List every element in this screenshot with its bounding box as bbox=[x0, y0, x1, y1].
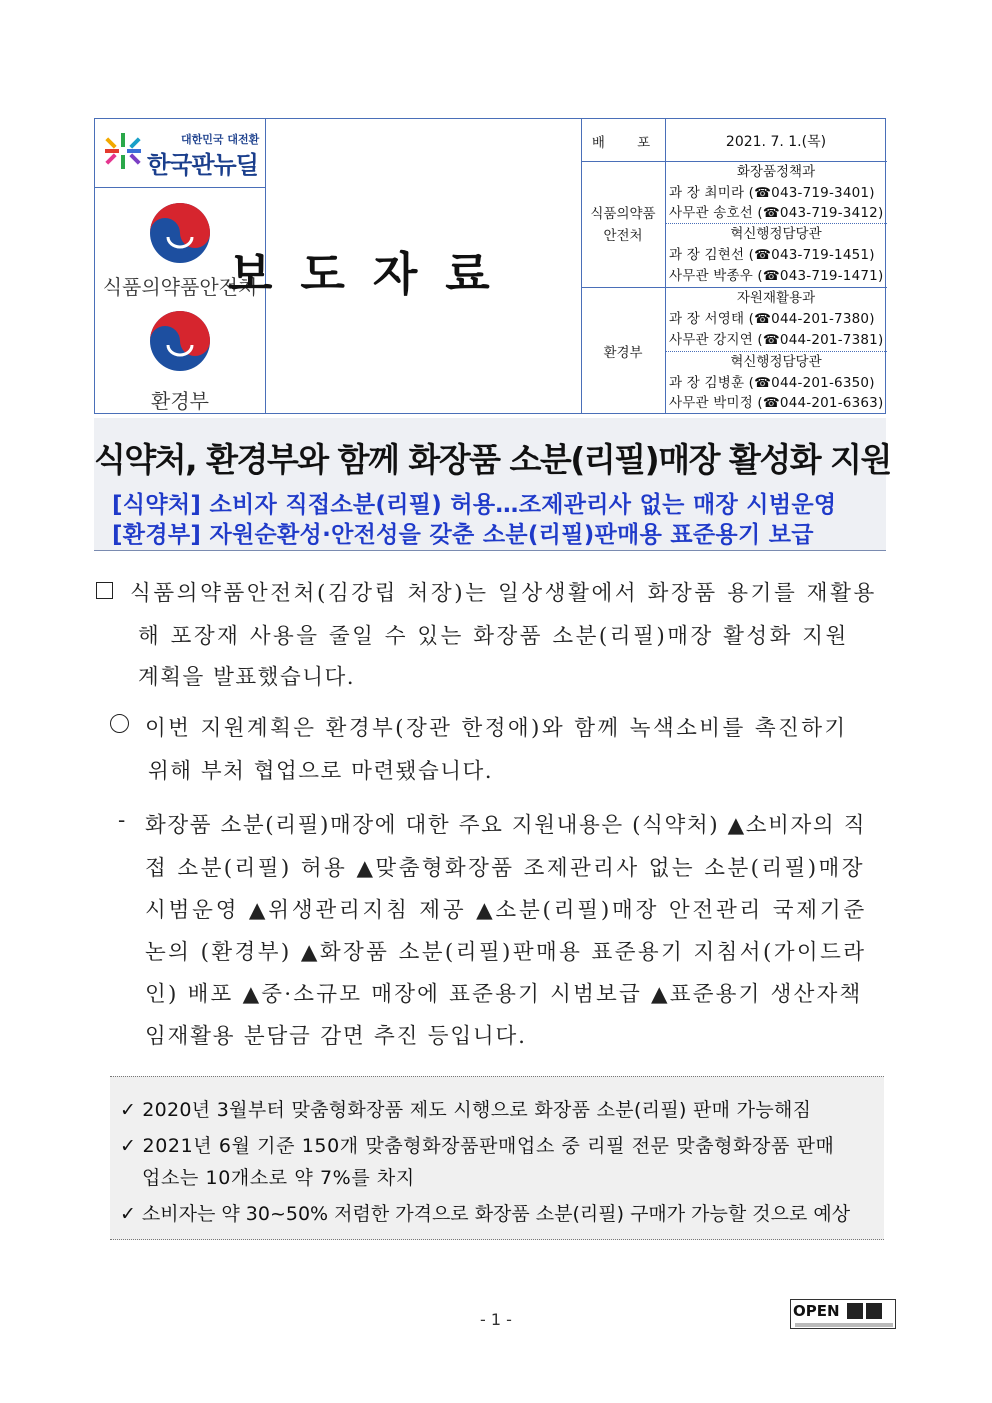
new-deal-slogan: 대한민국 대전환 bbox=[181, 133, 260, 146]
body-line: 임재활용 분담금 감면 추진 등입니다. bbox=[145, 1024, 527, 1049]
org-label-moe: 환경부 bbox=[603, 345, 643, 361]
no-commercial-icon bbox=[866, 1303, 882, 1319]
contact-block bbox=[665, 352, 887, 414]
body-line: 논의 (환경부) ▲화장품 소분(리필)판매용 표준용기 지침서(가이드라 bbox=[145, 940, 867, 965]
body-line: 시범운영 ▲위생관리지침 제공 ▲소분(리필)매장 안전관리 국제기준 bbox=[145, 898, 868, 923]
page-number: - 1 - bbox=[480, 1310, 512, 1329]
contact-dept: 혁신행정담당관 bbox=[730, 354, 822, 370]
fact-item bbox=[120, 1131, 835, 1158]
contact-line: 과 장 서영태 (☎044-201-7380) bbox=[669, 311, 875, 327]
body-line: 위해 부처 협업으로 마련됐습니다. bbox=[148, 759, 494, 784]
contact-line: 사무관 송호선 (☎043-719-3412) bbox=[669, 205, 884, 221]
headline: 식약처, 환경부와 함께 화장품 소분(리필)매장 활성화 지원 bbox=[94, 440, 891, 479]
contact-dept: 자원재활용과 bbox=[736, 290, 816, 306]
distribution-date: 2021. 7. 1.(목) bbox=[725, 134, 827, 150]
body-line: 이번 지원계획은 환경부(장관 한정애)와 함께 녹색소비를 촉진하기 bbox=[145, 716, 848, 741]
bullet-circle-icon bbox=[110, 714, 129, 733]
check-icon: ✓ bbox=[120, 1135, 137, 1157]
contact-line: 사무관 강지연 (☎044-201-7381) bbox=[669, 332, 884, 348]
license-caption-bar bbox=[795, 1323, 893, 1327]
headline-band bbox=[94, 418, 891, 551]
fact-item bbox=[120, 1095, 811, 1122]
contact-line: 사무관 박미정 (☎044-201-6363) bbox=[669, 395, 884, 411]
key-facts-box bbox=[110, 1076, 884, 1240]
new-deal-star-icon bbox=[105, 133, 141, 169]
open-license-badge bbox=[790, 1299, 896, 1329]
taegeuk-emblem-icon bbox=[148, 309, 212, 373]
agency-name-mfds: 식품의약품안전처 bbox=[102, 275, 258, 299]
contact-line: 과 장 김현선 (☎043-719-1451) bbox=[669, 247, 875, 263]
fact-item-continued: 업소는 10개소로 약 7%를 차지 bbox=[142, 1167, 415, 1189]
subheadline: [식약처] 소비자 직접소분(리필) 허용…조제관리사 없는 매장 시범운영 bbox=[112, 492, 837, 518]
contact-line: 과 장 김병훈 (☎044-201-6350) bbox=[669, 374, 875, 391]
fact-item bbox=[120, 1199, 850, 1226]
contact-block bbox=[665, 288, 887, 351]
fact-text: 2021년 6월 기준 150개 맞춤형화장품판매업소 중 리필 전문 맞춤형화장품 판매 bbox=[142, 1135, 835, 1157]
check-icon: ✓ bbox=[120, 1099, 137, 1121]
check-icon: ✓ bbox=[120, 1203, 136, 1225]
fact-text: 소비자는 약 30~50% 저렴한 가격으로 화장품 소분(리필) 구매가 가능할 것으로 예상 bbox=[141, 1203, 851, 1225]
body-line: 계획을 발표했습니다. bbox=[138, 665, 356, 690]
body-line: 해 포장재 사용을 줄일 수 있는 화장품 소분(리필)매장 활성화 지원 bbox=[138, 624, 849, 649]
new-deal-title: 한국판뉴딜 bbox=[147, 151, 258, 179]
body-line: 화장품 소분(리필)매장에 대한 주요 지원내용은 (식약처) ▲소비자의 직 bbox=[145, 813, 867, 838]
contact-line: 과 장 최미라 (☎043-719-3401) bbox=[669, 184, 875, 201]
fact-text: 2020년 3월부터 맞춤형화장품 제도 시행으로 화장품 소분(리필) 판매 가능해짐 bbox=[142, 1099, 812, 1121]
contact-line: 사무관 박종우 (☎043-719-1471) bbox=[669, 268, 884, 284]
contact-block bbox=[665, 224, 887, 287]
agency-name-moe: 환경부 bbox=[151, 389, 209, 413]
body-line: 식품의약품안전처(김강립 처장)는 일상생활에서 화장품 용기를 재활용 bbox=[130, 581, 877, 606]
body-line: 인) 배포 ▲중·소규모 매장에 표준용기 시범보급 ▲표준용기 생산자책 bbox=[145, 982, 863, 1007]
contact-dept: 혁신행정담당관 bbox=[730, 226, 822, 242]
org-label-line: 식품의약품 bbox=[590, 206, 656, 222]
contact-dept: 화장품정책과 bbox=[736, 164, 816, 180]
org-label-line: 안전처 bbox=[603, 228, 643, 244]
bullet-square-icon bbox=[96, 582, 113, 599]
distribution-label: 배 포 bbox=[591, 135, 665, 151]
press-release-title: 보도자료 bbox=[228, 247, 518, 301]
subheadline: [환경부] 자원순환성·안전성을 갖춘 소분(리필)판매용 표준용기 보급 bbox=[112, 522, 814, 548]
bullet-dash: - bbox=[118, 808, 126, 833]
open-label: OPEN bbox=[793, 1302, 840, 1320]
contact-block bbox=[665, 162, 887, 224]
body-line: 접 소분(리필) 허용 ▲맞춤형화장품 조제관리사 없는 소분(리필)매장 bbox=[145, 856, 865, 881]
org-label-mfds bbox=[581, 203, 665, 247]
attribution-icon bbox=[847, 1303, 863, 1319]
korean-new-deal-logo bbox=[95, 119, 265, 187]
